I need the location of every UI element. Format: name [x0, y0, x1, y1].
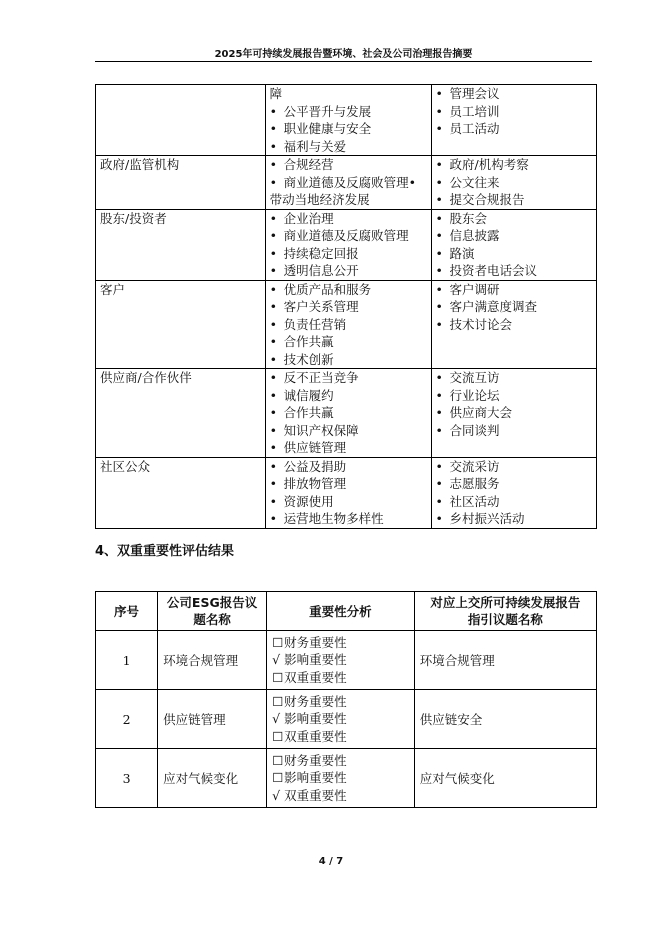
list-item: [270, 245, 427, 263]
list-item-text: 商业道德及反腐败管理: [283, 228, 409, 243]
bullet-icon: •: [269, 422, 277, 438]
checkmark-icon: √: [272, 652, 281, 668]
bullet-icon: •: [435, 476, 443, 491]
table-row: [96, 690, 597, 749]
list-item: [270, 103, 427, 121]
bullet-icon: •: [435, 493, 443, 509]
materiality-analysis: [267, 749, 415, 808]
bullet-icon: •: [269, 316, 277, 332]
list-item: [436, 422, 592, 440]
list-item: [270, 404, 427, 422]
checkbox-option: [272, 693, 409, 711]
list-item: [436, 369, 592, 387]
list-item: [270, 262, 427, 280]
list-item-text: 社区活动: [449, 493, 500, 509]
checkbox-icon: ☐: [272, 770, 284, 786]
list-item: [436, 493, 592, 511]
stakeholder-concerns: [265, 209, 431, 280]
stakeholder-row: [96, 85, 597, 156]
stakeholder-concerns: [265, 85, 431, 156]
list-item: [270, 333, 427, 351]
list-item: [270, 369, 427, 387]
bullet-icon: •: [269, 157, 277, 172]
list-item: [270, 174, 427, 192]
checkbox-label: 双重重要性: [284, 787, 347, 803]
list-item-text: 商业道德及反腐败管理•: [283, 174, 416, 190]
bullet-icon: •: [435, 299, 443, 314]
bullet-icon: •: [269, 103, 277, 119]
bullet-icon: •: [435, 458, 443, 474]
list-item-text: 诚信履约: [283, 387, 334, 403]
list-item-text: 合同谈判: [449, 422, 500, 438]
table-row: [96, 749, 597, 808]
bullet-icon: •: [269, 493, 277, 509]
list-item-text: 提交合规报告: [449, 192, 525, 207]
list-item: [270, 156, 427, 174]
checkbox-label: 财务重要性: [284, 634, 347, 650]
stakeholder-row: [96, 369, 597, 458]
bullet-icon: •: [435, 210, 443, 226]
list-item: [436, 404, 592, 422]
list-item-text: 透明信息公开: [283, 263, 359, 278]
bullet-icon: •: [435, 103, 443, 119]
list-item-text: 交流互访: [449, 370, 500, 385]
checkbox-label: 影响重要性: [284, 770, 347, 786]
bullet-icon: •: [435, 245, 443, 261]
list-item-text: 管理会议: [449, 86, 500, 101]
stakeholder-name: 社区公众: [96, 457, 266, 528]
stakeholder-name: 客户: [96, 280, 266, 369]
list-item: [270, 298, 427, 316]
checkbox-option: [272, 634, 409, 652]
checkbox-label: 影响重要性: [284, 711, 347, 727]
list-item-text: 路演: [449, 245, 475, 261]
list-item: [270, 387, 427, 405]
list-item: [270, 458, 427, 476]
bullet-icon: •: [269, 263, 277, 278]
list-item-text: 反不正当竞争: [283, 370, 359, 385]
stakeholder-channels: [431, 369, 596, 458]
header-rule: [95, 61, 592, 62]
bullet-icon: •: [269, 334, 277, 349]
list-item: [270, 281, 427, 299]
list-item-text: 运营地生物多样性: [283, 511, 384, 526]
row-number: 2: [96, 690, 158, 749]
bullet-icon: •: [269, 281, 277, 297]
list-item: [436, 262, 592, 280]
bullet-icon: •: [435, 511, 443, 526]
list-item-text: 合规经营: [283, 157, 334, 172]
list-item-text: 持续稳定回报: [283, 245, 359, 261]
list-item: [270, 510, 427, 528]
list-item: [436, 458, 592, 476]
header-cell-topic: [158, 592, 267, 631]
list-item-text: 资源使用: [283, 493, 334, 509]
bullet-icon: •: [269, 210, 277, 226]
checkbox-icon: ☐: [272, 728, 284, 744]
checkbox-label: 双重重要性: [284, 669, 347, 685]
bullet-icon: •: [435, 370, 443, 385]
bullet-icon: •: [269, 387, 277, 403]
list-item: [436, 120, 592, 138]
list-item-text: 福利与关爱: [283, 138, 347, 154]
stakeholder-name: 供应商/合作伙伴: [96, 369, 266, 458]
bullet-icon: •: [435, 405, 443, 420]
page-number: 4 / 7: [318, 856, 344, 867]
checkbox-label: 财务重要性: [284, 752, 347, 768]
checkbox-option: [272, 669, 409, 687]
stakeholder-concerns: [265, 280, 431, 369]
list-item: [436, 510, 592, 528]
bullet-icon: •: [269, 174, 277, 190]
checkbox-label: 双重重要性: [284, 728, 347, 744]
list-item: [436, 191, 592, 209]
list-item-text: 供应商大会: [449, 405, 513, 420]
list-item: [436, 85, 592, 103]
list-item-text: 公文往来: [449, 174, 500, 190]
list-item-text: 信息披露: [449, 228, 500, 243]
list-item-text: 行业论坛: [449, 387, 500, 403]
checkmark-icon: √: [272, 787, 281, 803]
list-item: [270, 422, 427, 440]
stakeholder-channels: [431, 85, 596, 156]
stakeholder-concerns: [265, 457, 431, 528]
row-number: 3: [96, 749, 158, 808]
bullet-icon: •: [269, 299, 277, 314]
materiality-analysis: [267, 690, 415, 749]
bullet-icon: •: [269, 370, 277, 385]
bullet-icon: •: [269, 405, 277, 420]
stakeholder-name: 政府/监管机构: [96, 156, 266, 210]
list-item: [270, 138, 427, 156]
header-line: 重要性分析: [309, 603, 372, 619]
list-item: [436, 281, 592, 299]
bullet-icon: •: [435, 228, 443, 243]
bullet-icon: •: [269, 245, 277, 261]
list-item: [270, 475, 427, 493]
list-item-text: 交流采访: [449, 458, 500, 474]
stakeholder-channels: [431, 280, 596, 369]
checkbox-label: 影响重要性: [284, 652, 347, 668]
sse-topic-name: 环境合规管理: [414, 631, 596, 690]
sse-topic-name: 应对气候变化: [414, 749, 596, 808]
list-item: [436, 316, 592, 334]
header-cell-no: [96, 592, 158, 631]
list-item-text: 技术讨论会: [449, 316, 513, 332]
materiality-table: [95, 591, 597, 808]
list-item-text: 优质产品和服务: [283, 281, 372, 297]
page-header: 2025年可持续发展报告暨环境、社会及公司治理报告摘要: [214, 49, 473, 60]
checkbox-icon: ☐: [272, 669, 284, 685]
topic-name: 供应链管理: [158, 690, 267, 749]
list-item: [436, 245, 592, 263]
header-line: 对应上交所可持续发展报告: [430, 595, 581, 610]
bullet-icon: •: [435, 263, 443, 278]
list-item: [270, 191, 427, 209]
bullet-icon: •: [435, 422, 443, 438]
list-item: [436, 156, 592, 174]
list-item-text: 公益及捐助: [283, 458, 347, 474]
list-item: [270, 210, 427, 228]
list-item: [436, 174, 592, 192]
stakeholder-row: [96, 156, 597, 210]
bullet-icon: •: [269, 228, 277, 243]
checkbox-option: [272, 728, 409, 746]
stakeholder-row: [96, 209, 597, 280]
list-item-text: 技术创新: [283, 351, 334, 367]
bullet-icon: •: [435, 157, 443, 172]
bullet-icon: •: [435, 174, 443, 190]
list-item: [436, 475, 592, 493]
list-item: [270, 316, 427, 334]
stakeholder-row: [96, 280, 597, 369]
bullet-icon: •: [435, 121, 443, 136]
header-cell-sse-topic: [414, 592, 596, 631]
list-item: [270, 351, 427, 369]
sse-topic-name: 供应链安全: [414, 690, 596, 749]
list-item-text: 知识产权保障: [283, 422, 359, 438]
materiality-analysis: [267, 631, 415, 690]
list-item-text: 员工培训: [449, 103, 500, 119]
list-item-text: 带动当地经济发展: [269, 192, 370, 207]
stakeholder-name: [96, 85, 266, 156]
bullet-icon: •: [269, 440, 277, 455]
header-cell-analysis: [267, 592, 415, 631]
checkbox-option: [272, 651, 409, 669]
header-line: 题名称: [193, 612, 231, 627]
bullet-icon: •: [269, 458, 277, 474]
list-item: [436, 103, 592, 121]
bullet-icon: •: [269, 511, 277, 526]
list-item: [270, 120, 427, 138]
list-item-text: 合作共赢: [283, 334, 334, 349]
bullet-icon: •: [269, 351, 277, 367]
list-item-text: 投资者电话会议: [449, 263, 538, 278]
list-item-text: 乡村振兴活动: [449, 511, 525, 526]
bullet-icon: •: [435, 387, 443, 403]
list-item-text: 负责任营销: [283, 316, 347, 332]
checkbox-icon: ☐: [272, 693, 284, 709]
stakeholder-channels: [431, 209, 596, 280]
list-item-text: 合作共赢: [283, 405, 334, 420]
checkbox-icon: ☐: [272, 634, 284, 650]
section-title: 4、双重重要性评估结果: [95, 544, 235, 559]
stakeholder-name: 股东/投资者: [96, 209, 266, 280]
header-line: 公司ESG报告议: [166, 595, 258, 610]
stakeholder-concerns: [265, 369, 431, 458]
row-number: 1: [96, 631, 158, 690]
stakeholder-table: [95, 84, 597, 529]
checkbox-option: [272, 769, 409, 787]
list-item-text: 供应链管理: [283, 440, 347, 455]
list-item-text: 志愿服务: [449, 476, 500, 491]
bullet-icon: •: [435, 316, 443, 332]
list-item-text: 员工活动: [449, 121, 500, 136]
list-item: [270, 227, 427, 245]
list-item-text: 排放物管理: [283, 476, 347, 491]
header-line: 指引议题名称: [467, 612, 543, 627]
checkbox-option: [272, 787, 409, 805]
bullet-icon: •: [435, 192, 443, 207]
list-item-text: 客户调研: [449, 281, 500, 297]
list-item-text: 职业健康与安全: [283, 121, 372, 136]
bullet-icon: •: [269, 476, 277, 491]
bullet-icon: •: [269, 121, 277, 136]
bullet-icon: •: [435, 281, 443, 297]
checkbox-icon: ☐: [272, 752, 284, 768]
stakeholder-concerns: [265, 156, 431, 210]
checkbox-label: 财务重要性: [284, 693, 347, 709]
list-item: [436, 298, 592, 316]
table-row: [96, 631, 597, 690]
list-item-text: 客户满意度调查: [449, 299, 538, 314]
list-item: [436, 210, 592, 228]
checkbox-option: [272, 710, 409, 728]
stakeholder-row: [96, 457, 597, 528]
bullet-icon: •: [435, 86, 443, 101]
list-item-text: 股东会: [449, 210, 488, 226]
list-item-text: 政府/机构考察: [449, 157, 529, 172]
list-item: [436, 227, 592, 245]
topic-name: 应对气候变化: [158, 749, 267, 808]
bullet-icon: •: [269, 138, 277, 154]
header-line: 序号: [114, 603, 140, 619]
checkmark-icon: √: [272, 711, 281, 727]
concern-continuation: 障: [269, 86, 283, 101]
list-item-text: 企业治理: [283, 210, 334, 226]
list-item: [270, 493, 427, 511]
list-item-text: 公平晋升与发展: [283, 103, 372, 119]
stakeholder-channels: [431, 457, 596, 528]
stakeholder-channels: [431, 156, 596, 210]
list-item: [270, 439, 427, 457]
list-item-text: 客户关系管理: [283, 299, 359, 314]
list-item: [436, 387, 592, 405]
topic-name: 环境合规管理: [158, 631, 267, 690]
checkbox-option: [272, 752, 409, 770]
